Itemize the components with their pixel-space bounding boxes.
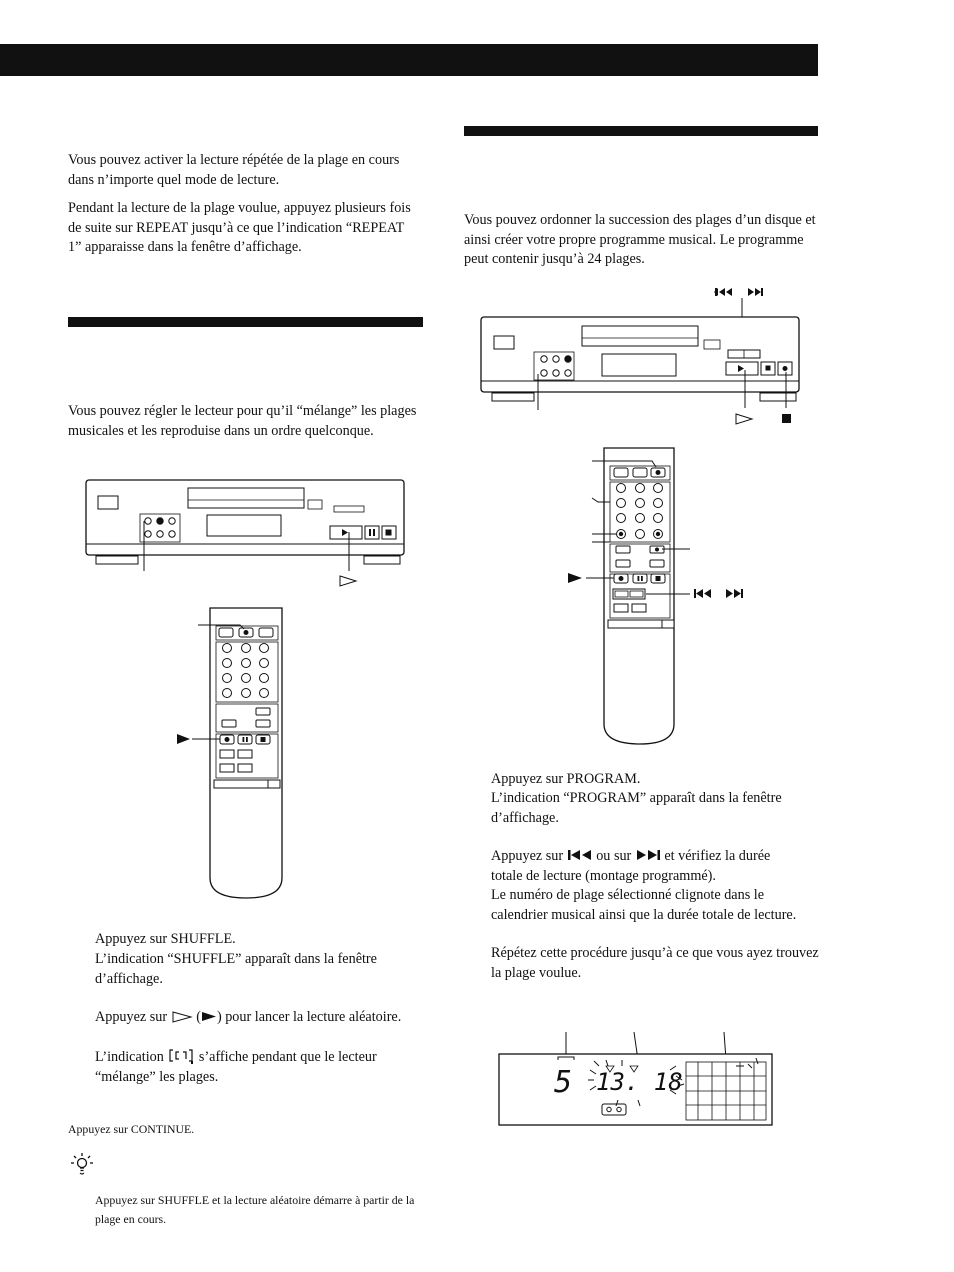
shuffle-step-1b: L’indication “SHUFFLE” apparaît dans la fenêtre d’affichage. bbox=[95, 951, 377, 987]
play-outline-icon bbox=[171, 1011, 193, 1023]
cd-player-illustration-left bbox=[84, 478, 414, 588]
shuffle-step-1a: Appuyez sur SHUFFLE. bbox=[95, 931, 236, 947]
shuffle-step-2a-text1: Appuyez sur bbox=[95, 1009, 168, 1025]
section-rule-program bbox=[464, 126, 818, 136]
display-illustration bbox=[498, 1030, 774, 1128]
program-step-2a-text2: ou sur bbox=[596, 848, 632, 864]
cd-player-illustration-right bbox=[478, 284, 808, 426]
shuffle-step-2a-text2: ( bbox=[196, 1009, 201, 1025]
display-track-number: 5 bbox=[554, 1065, 573, 1100]
next-track-icon bbox=[635, 849, 661, 861]
program-step-2a bbox=[491, 847, 821, 867]
shuffle-step-2a-text3: ) pour lancer la lecture aléatoire. bbox=[216, 1009, 402, 1025]
program-step-2d: Répétez cette procédure jusqu’à ce que vous ayez trouvez la plage voulue. bbox=[491, 945, 819, 981]
continue-note: Appuyez sur CONTINUE. bbox=[68, 1122, 195, 1136]
shuffle-step-2b-text1: L’indication bbox=[95, 1049, 164, 1065]
program-step-1a: Appuyez sur PROGRAM. bbox=[491, 771, 641, 787]
previous-track-icon bbox=[567, 849, 593, 861]
shuffle-step-2a bbox=[95, 1008, 425, 1028]
program-step-2b: totale de lecture (montage programmé). bbox=[491, 868, 716, 884]
program-intro: Vous pouvez ordonner la succession des plages d’un disque et ainsi créer votre propre programme musical. Le programme peut contenir jusqu’à 24 plages. bbox=[464, 212, 816, 267]
remote-illustration-right bbox=[560, 446, 760, 748]
shuffle-intro: Vous pouvez régler le lecteur pour qu’il “mélange” les plages musicales et les reproduise dans un ordre quelconque. bbox=[68, 403, 417, 439]
section-rule-shuffle bbox=[68, 317, 423, 327]
header-bar bbox=[0, 44, 818, 76]
program-step-2c: Le numéro de plage sélectionné clignote dans le calendrier musical ainsi que la durée totale de lecture. bbox=[491, 887, 797, 923]
program-step-2a-text1: Appuyez sur bbox=[491, 848, 564, 864]
tip-text: Appuyez sur SHUFFLE et la lecture aléatoire démarre à partir de la plage en cours. bbox=[95, 1193, 415, 1226]
play-filled-icon bbox=[201, 1011, 217, 1022]
repeat-paragraph-1: Vous pouvez activer la lecture répétée de la plage en cours dans n’importe quel mode de lecture. bbox=[68, 152, 400, 188]
display-total-time: 13. 18 bbox=[596, 1068, 683, 1096]
shuffle-step-2b bbox=[95, 1047, 425, 1087]
repeat-paragraph-2: Pendant la lecture de la plage voulue, appuyez plusieurs fois de suite sur REPEAT jusqu’à ce que l’indication “REPEAT 1” apparaisse dans la fenêtre d’affichage. bbox=[68, 200, 411, 255]
program-step-1b: L’indication “PROGRAM” apparaît dans la fenêtre d’affichage. bbox=[491, 790, 782, 826]
program-step-2a-text3: et vérifiez la durée bbox=[664, 848, 771, 864]
tip-lightbulb-icon bbox=[70, 1152, 94, 1176]
remote-illustration-left bbox=[174, 606, 288, 902]
shuffle-indicator-icon bbox=[167, 1047, 195, 1065]
shuffle-step-2b-text2: s’affiche pendant que le lecteur “mélange” les plages. bbox=[95, 1049, 377, 1085]
